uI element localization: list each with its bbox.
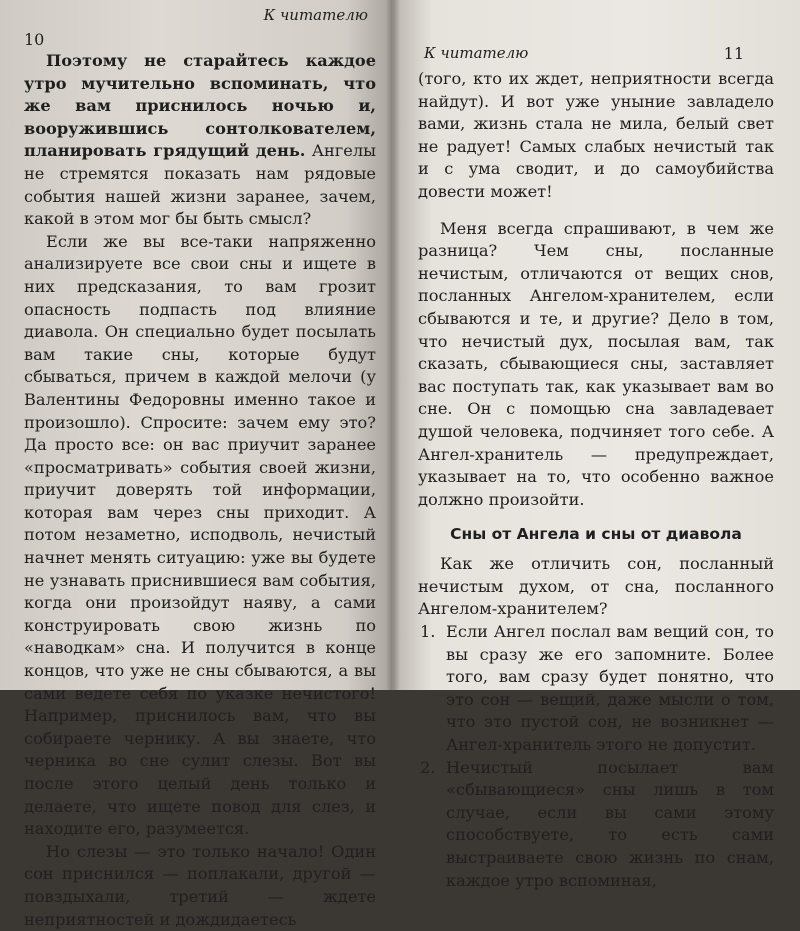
book-gutter-shadow [386, 0, 400, 690]
left-paragraph-3: Но слезы — это только начало! Один сон приснился — поплакали, другой — повздыхали, третий — ждете неприятностей и дождидаетесь [24, 841, 376, 929]
left-page [0, 0, 392, 929]
right-page [392, 0, 800, 890]
paragraph-gap [418, 204, 774, 218]
list-item-text: Нечистый посылает вам «сбывающиеся» сны лишь в том случае, если вы сами этому способствуете, то есть сами выстраиваете свою жизнь по снам, каждое утро вспоминая, [446, 757, 774, 890]
page-number-left: 10 [24, 30, 45, 49]
running-title-right: К читателю [424, 44, 529, 62]
running-title-left: К читателю [263, 6, 368, 24]
list-item-text: Если Ангел послал вам вещий сон, то вы сразу же его запомните. Более того, вам сразу будет понятно, что это сон — вещий, даже мысли о том, что это пустой сон, не возникнет — Ангел-хранитель этого не допустит. [446, 622, 774, 755]
list-item [418, 621, 774, 757]
right-paragraph-1: (того, кто их ждет, неприятности всегда найдут). И вот уже уныние завладело вами, жизнь стала не мила, белый свет не радует! Самых слабых нечистый так и с ума сводит, и до самоубийства довести может! [418, 69, 774, 201]
paragraph-text: Ангелы не стремятся показать нам рядовые события нашей жизни заранее, зачем, какой в этом мог бы быть смысл? [24, 141, 377, 229]
list-item-number: 2. [420, 757, 436, 777]
bold-emphasis: Поэтому не старайтесь каждое утро мучительно вспоминать, что же вам приснилось ночью и, вооружившись сонтолкователем, планировать грядущий день. [24, 51, 376, 161]
left-page-header [24, 6, 376, 50]
page-number-right: 11 [723, 44, 744, 63]
list-item [418, 757, 774, 893]
right-paragraph-2: Меня всегда спрашивают, в чем же разница? Чем сны, посланные нечистым, отличаются от вещих снов, посланных Ангелом-хранителем, если сбываются и те, и другие? Дело в том, что нечистый дух, посылая вам, так сказать, сбывающиеся сны, заставляет вас поступать так, как указывает вам во сне. Он с помощью сна завладевает душой человека, подчиняет того себе. А Ангел-хранитель — предупреждает, указывает на то, что особенно важное должно произойти. [418, 218, 774, 509]
numbered-list [418, 621, 774, 892]
left-paragraph-2: Если же вы все-таки напряженно анализируете все свои сны и ищете в них предсказания, то вам грозит опасность подпасть под влияние диавола. Он специально будет посылать вам такие сны, которые будут сбываться, причем в каждой мелочи (у Валентины Федоровны именно такое и произошло). Спросите: зачем ему это? Да просто все: он вас приучит заранее «просматривать» события своей жизни, приучит доверять той информации, которая вам через сны приходит. А потом незаметно, исподволь, нечистый начнет менять ситуацию: уже вы будете не узнавать приснившиеся вам события, когда они произойдут наяву, а сами конструировать свою жизнь по «наводкам» сна. И получится в конце концов, что уже не сны сбываются, а вы сами ведете себя по указке нечистого! Например, приснилось вам, что вы собираете чернику. А вы знаете, что черника во сне сулит слезы. Вот вы после этого целый день только и делаете, что ищете повод для слез, и находите его, разумеется. [24, 231, 376, 839]
section-intro: Как же отличить сон, посланный нечистым духом, от сна, посланного Ангелом-хранителем? [418, 554, 774, 619]
section-heading: Сны от Ангела и сны от диавола [450, 525, 742, 544]
list-item-number: 1. [420, 622, 436, 642]
right-page-header [418, 44, 774, 68]
left-paragraph-1 [24, 50, 376, 231]
